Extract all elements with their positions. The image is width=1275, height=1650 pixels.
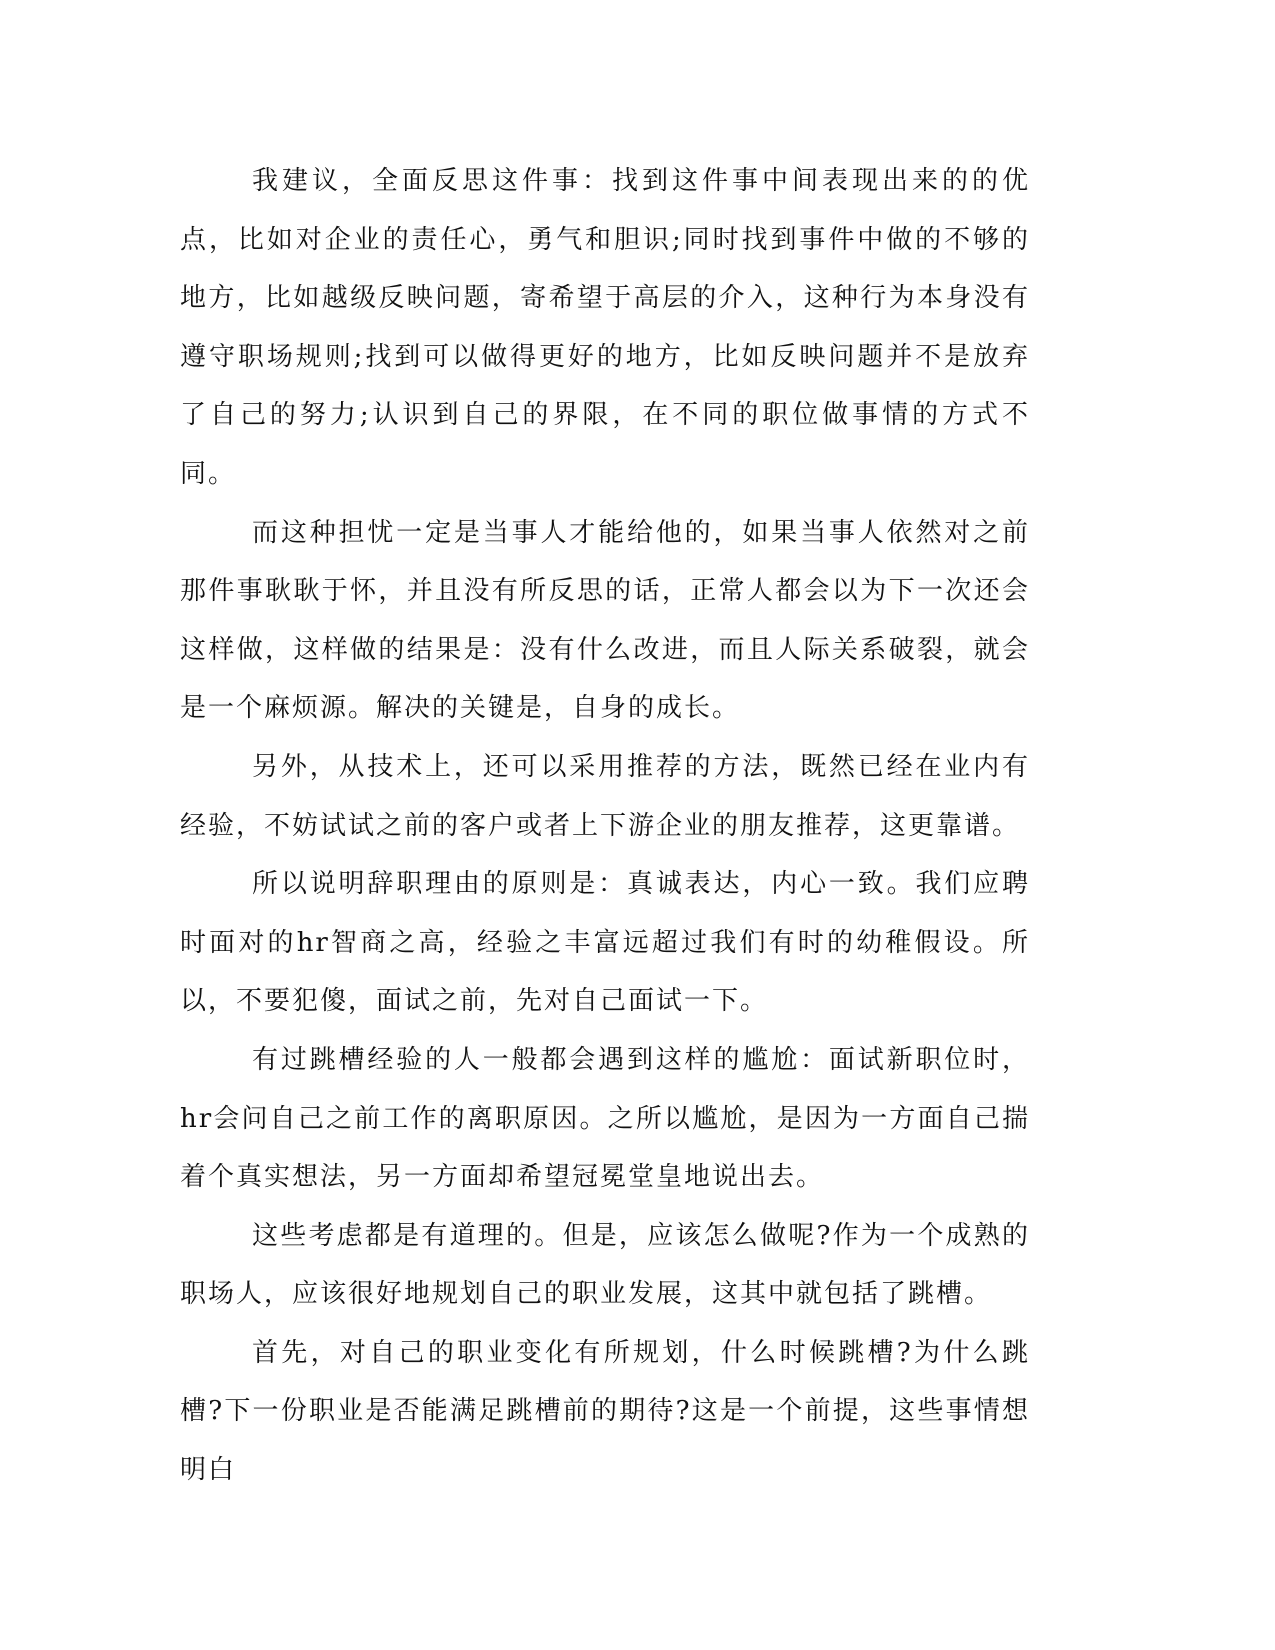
- paragraph: 有过跳槽经验的人一般都会遇到这样的尴尬：面试新职位时，hr会问自己之前工作的离职原因。之所以尴尬，是因为一方面自己揣着个真实想法，另一方面却希望冠冕堂皇地说出去。: [180, 1044, 1030, 1193]
- document-body: [180, 152, 1030, 1500]
- paragraph: 另外，从技术上，还可以采用推荐的方法，既然已经在业内有经验，不妨试试之前的客户或者上下游企业的朋友推荐，这更靠谱。: [180, 751, 1030, 841]
- paragraph: 我建议，全面反思这件事：找到这件事中间表现出来的的优点，比如对企业的责任心，勇气和胆识;同时找到事件中做的不够的地方，比如越级反映问题，寄希望于高层的介入，这种行为本身没有遵守职场规则;找到可以做得更好的地方，比如反映问题并不是放弃了自己的努力;认识到自己的界限，在不同的职位做事情的方式不同。: [180, 166, 1030, 489]
- paragraph: 首先，对自己的职业变化有所规划，什么时候跳槽?为什么跳槽?下一份职业是否能满足跳槽前的期待?这是一个前提，这些事情想明白: [180, 1337, 1030, 1486]
- paragraph: 这些考虑都是有道理的。但是，应该怎么做呢?作为一个成熟的职场人，应该很好地规划自己的职业发展，这其中就包括了跳槽。: [180, 1220, 1030, 1310]
- paragraph: 所以说明辞职理由的原则是：真诚表达，内心一致。我们应聘时面对的hr智商之高，经验之丰富远超过我们有时的幼稚假设。所以，不要犯傻，面试之前，先对自己面试一下。: [180, 869, 1030, 1017]
- paragraph: 而这种担忧一定是当事人才能给他的，如果当事人依然对之前那件事耿耿于怀，并且没有所反思的话，正常人都会以为下一次还会这样做，这样做的结果是：没有什么改进，而且人际关系破裂，就会是一个麻烦源。解决的关键是，自身的成长。: [180, 517, 1030, 724]
